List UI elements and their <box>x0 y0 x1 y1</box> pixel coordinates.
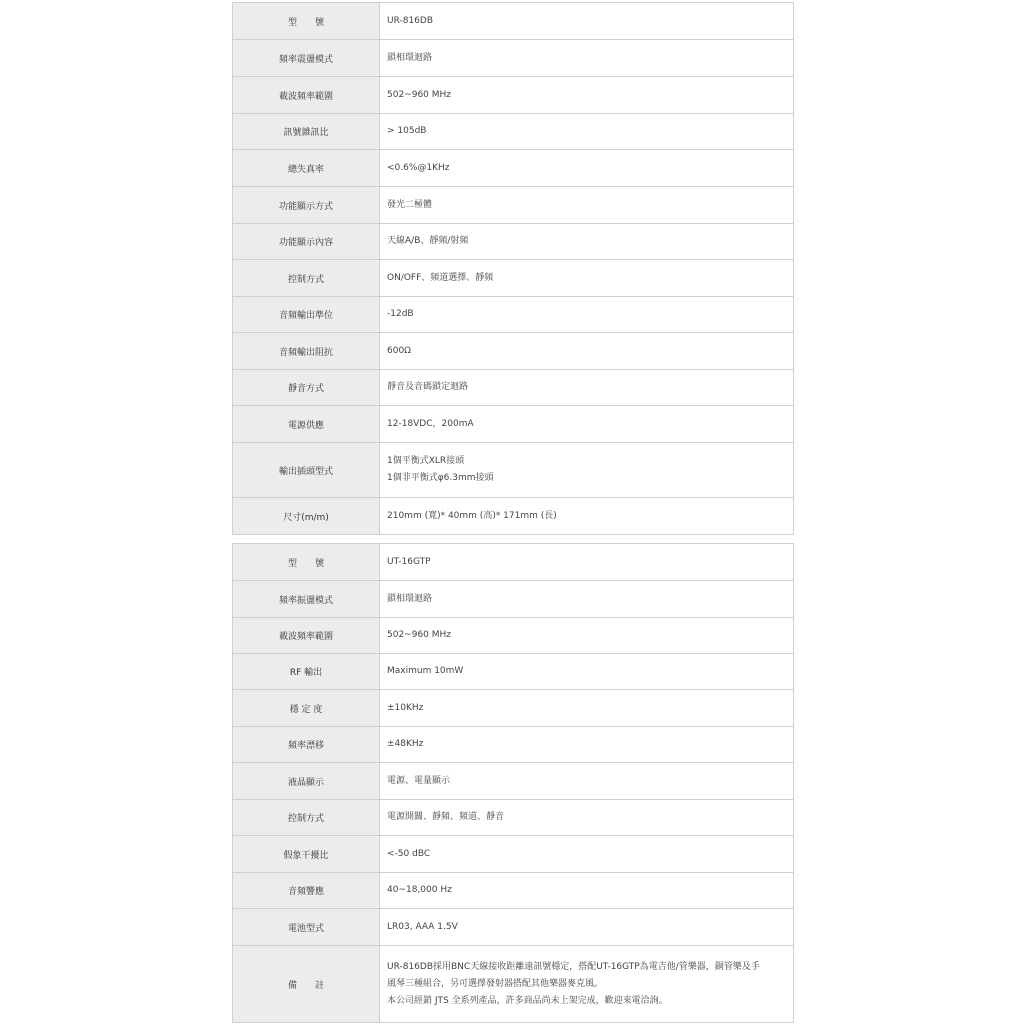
spec-row <box>233 690 794 727</box>
spec-value-line: > 105dB <box>387 126 427 136</box>
spec-table-transmitter <box>232 543 794 1023</box>
spec-label: 音頻輸出準位 <box>233 297 380 333</box>
spec-value <box>380 544 794 581</box>
spec-row <box>233 836 794 873</box>
spec-value-line: -12dB <box>387 309 414 319</box>
spec-value <box>380 443 794 498</box>
spec-row <box>233 370 794 406</box>
spec-row <box>233 114 794 150</box>
spec-value-line: UT-16GTP <box>387 556 431 567</box>
spec-label: 輸出插頭型式 <box>233 443 380 498</box>
spec-row <box>233 873 794 909</box>
spec-value <box>380 370 794 406</box>
spec-row <box>233 946 794 1023</box>
spec-value <box>380 498 794 535</box>
spec-row <box>233 150 794 187</box>
spec-label: 型 號 <box>233 544 380 581</box>
spec-value <box>380 297 794 333</box>
spec-value-line: <0.6%@1KHz <box>387 162 450 173</box>
spec-value <box>380 581 794 618</box>
spec-value <box>380 114 794 150</box>
spec-value <box>380 727 794 763</box>
spec-label: 載波頻率範圍 <box>233 77 380 114</box>
spec-value <box>380 406 794 443</box>
spec-value <box>380 763 794 800</box>
spec-label: 訊號雜訊比 <box>233 114 380 150</box>
spec-label: 穩 定 度 <box>233 690 380 727</box>
spec-value-line: 1個平衡式XLR接頭 <box>387 456 465 466</box>
spec-label: 假象干擾比 <box>233 836 380 873</box>
spec-label: 型 號 <box>233 3 380 40</box>
spec-value-line: 天線A/B、靜頻/射頻 <box>387 236 469 246</box>
spec-value-line: ON/OFF、頻道選擇、靜頻 <box>387 272 494 283</box>
spec-label: 尺寸(m/m) <box>233 498 380 535</box>
spec-table-receiver <box>232 2 794 535</box>
spec-value <box>380 800 794 836</box>
spec-row <box>233 406 794 443</box>
spec-label: 控制方式 <box>233 260 380 297</box>
spec-value <box>380 3 794 40</box>
spec-row <box>233 333 794 370</box>
spec-label: 液晶顯示 <box>233 763 380 800</box>
spec-row <box>233 498 794 535</box>
spec-value-line: 40~18,000 Hz <box>387 885 452 895</box>
spec-label: 備 註 <box>233 946 380 1023</box>
spec-label: 音頻響應 <box>233 873 380 909</box>
spec-value-line: 電源、電量顯示 <box>387 775 451 786</box>
spec-value <box>380 946 794 1023</box>
spec-label: 頻率振盪模式 <box>233 581 380 618</box>
spec-value-line: 風琴三種組合，另可選擇發射器搭配其他樂器麥克風。 <box>387 978 604 989</box>
spec-row <box>233 544 794 581</box>
spec-value-line: UR-816DB <box>387 15 434 26</box>
spec-value-line: 鎖相環迴路 <box>387 593 433 604</box>
spec-value-line: LR03, AAA 1.5V <box>387 921 458 932</box>
spec-row <box>233 727 794 763</box>
spec-row <box>233 800 794 836</box>
spec-value <box>380 150 794 187</box>
spec-label: RF 輸出 <box>233 654 380 690</box>
spec-value <box>380 187 794 224</box>
spec-label: 頻率震盪模式 <box>233 40 380 77</box>
spec-value <box>380 224 794 260</box>
spec-value-line: 210mm (寬)* 40mm (高)* 171mm (長) <box>387 510 557 521</box>
spec-row <box>233 297 794 333</box>
spec-row <box>233 909 794 946</box>
spec-row <box>233 618 794 654</box>
spec-row <box>233 187 794 224</box>
spec-value-line: 發光二極體 <box>387 199 433 210</box>
spec-row <box>233 3 794 40</box>
spec-value-line: 12-18VDC，200mA <box>387 418 474 429</box>
spec-value-line: UR-816DB採用BNC天線接收距離遠訊號穩定，搭配UT-16GTP為電吉他/管樂器，銅管樂及手 <box>387 961 760 972</box>
spec-row <box>233 654 794 690</box>
spec-value <box>380 909 794 946</box>
spec-value <box>380 873 794 909</box>
spec-value-line: <-50 dBC <box>387 848 431 859</box>
spec-value <box>380 260 794 297</box>
spec-value-line: 電源開關、靜頻、頻道、靜音 <box>387 812 505 822</box>
spec-value <box>380 654 794 690</box>
spec-value-line: ±10KHz <box>387 702 424 713</box>
spec-value <box>380 618 794 654</box>
spec-row <box>233 40 794 77</box>
spec-value-line: 502~960 MHz <box>387 630 452 640</box>
spec-label: 音頻輸出阻抗 <box>233 333 380 370</box>
spec-label: 控制方式 <box>233 800 380 836</box>
spec-label: 靜音方式 <box>233 370 380 406</box>
spec-value <box>380 333 794 370</box>
spec-label: 頻率漂移 <box>233 727 380 763</box>
spec-value <box>380 690 794 727</box>
spec-value-line: Maximum 10mW <box>387 666 464 676</box>
spec-row <box>233 224 794 260</box>
spec-row <box>233 581 794 618</box>
spec-value-line: 1個非平衡式φ6.3mm接頭 <box>387 473 494 483</box>
spec-value <box>380 836 794 873</box>
spec-value <box>380 77 794 114</box>
spec-value-line: 靜音及音碼鎖定迴路 <box>387 382 469 392</box>
spec-row <box>233 77 794 114</box>
spec-value-line: 本公司經銷 JTS 全系列產品，許多商品尚未上架完成，歡迎來電洽詢。 <box>387 995 668 1006</box>
spec-value-line: 600Ω <box>387 345 412 356</box>
spec-value <box>380 40 794 77</box>
spec-label: 載波頻率範圍 <box>233 618 380 654</box>
spec-row <box>233 763 794 800</box>
spec-value-line: ±48KHz <box>387 739 424 749</box>
spec-label: 總失真率 <box>233 150 380 187</box>
spec-label: 功能顯示方式 <box>233 187 380 224</box>
spec-row <box>233 443 794 498</box>
spec-label: 電池型式 <box>233 909 380 946</box>
spec-value-line: 502~960 MHz <box>387 89 452 100</box>
spec-row <box>233 260 794 297</box>
spec-value-line: 鎖相環迴路 <box>387 52 433 63</box>
spec-label: 電源供應 <box>233 406 380 443</box>
spec-label: 功能顯示內容 <box>233 224 380 260</box>
